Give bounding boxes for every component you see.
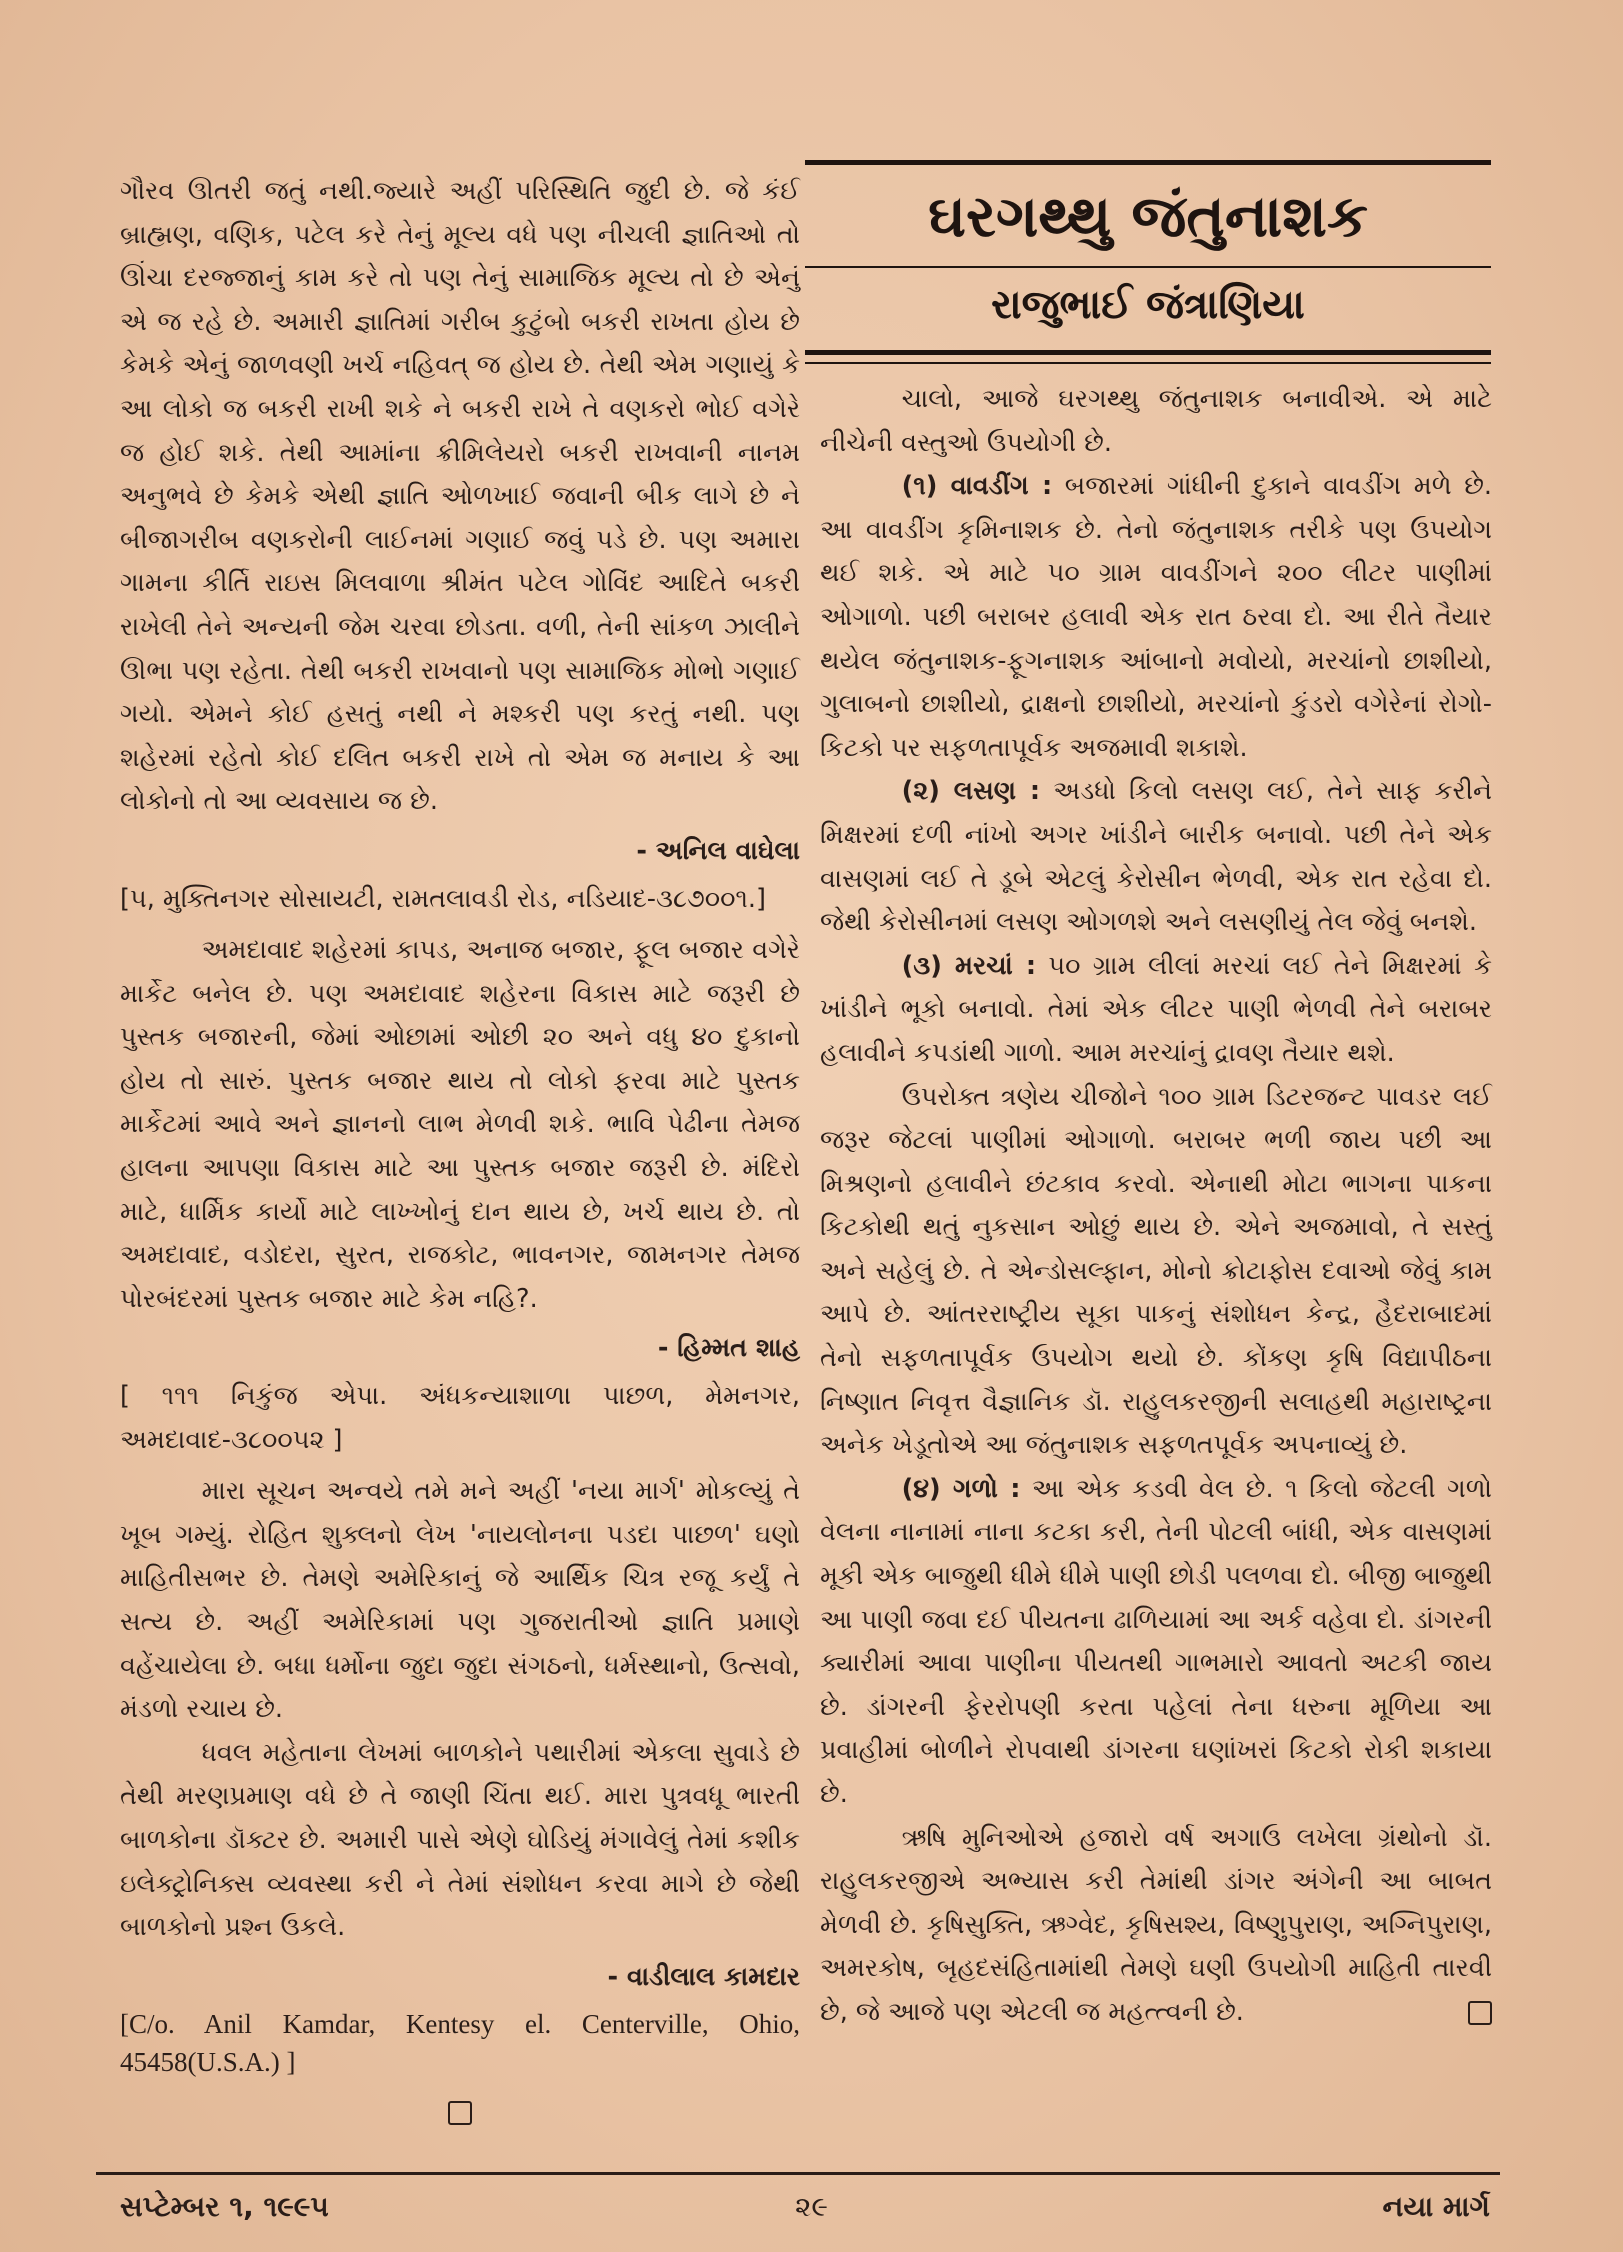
letter-paragraph: મારા સૂચન અન્વયે તમે મને અહીં 'નયા માર્ગ' મોકલ્યું તે ખૂબ ગમ્યું. રોહિત શુક્લનો લેખ 'નાયલોનના પડદા પાછળ' ઘણો માહિતીસભર છે. તેમણે અમેરિકાનું જે આર્થિક ચિત્ર રજૂ કર્યું તે સત્ય છે. અહીં અમેરિકામાં પણ ગુજરાતીઓ જ્ઞાતિ પ્રમાણે વહેંચાયેલા છે. બધા ધર્મોના જુદા જુદા સંગઠનો, ધર્મસ્થાનો, ઉત્સવો, મંડળો રચાય છે. — [120, 1476, 800, 1725]
item-text: આ એક કડવી વેલ છે. ૧ કિલો જેટલી ગળો વેલના નાનામાં નાના કટકા કરી, તેની પોટલી બાંધી, એક વાસણમાં મૂકી એક બાજુથી ધીમે ધીમે પાણી છોડી પલળવા દો. બીજી બાજુથી આ પાણી જવા દઈ પીયતના ઢાળિયામાં આ અર્ક વહેવા દો. ડાંગરની ક્યારીમાં આવા પાણીના પીયતથી ગાભમારો આવતો અટકી જાય છે. ડાંગરની ફેરરોપણી કરતા પહેલાં તેના ધરુના મૂળિયા આ પ્રવાહીમાં બોળીને રોપવાથી ડાંગરના ઘણાંખરાં કિટકો રોકી શકાયા છે. — [820, 1473, 1493, 1809]
article-closing-text: ઋષિ મુનિઓએ હજારો વર્ષ અગાઉ લખેલા ગ્રંથોનો ડૉ. રાહુલકરજીએ અભ્યાસ કરી તેમાંથી ડાંગર અંગેની આ બાબત મેળવી છે. કૃષિસુક્તિ, ઋગ્વેદ, કૃષિસશ્ય, વિષ્ણુપુરાણ, અગ્નિપુરાણ, અમરકોષ, બૃહદસંહિતામાંથી તેમણે ઘણી ઉપયોગી માહિતી તારવી છે, જે આજે પણ એટલી જ મહત્ત્વની છે. — [820, 1822, 1492, 2027]
letter-signature: - અનિલ વાઘેલા — [636, 835, 800, 866]
item-text: અડધો કિલો લસણ લઈ, તેને સાફ કરીને મિક્ષરમાં દળી નાંખો અગર ખાંડીને બારીક બનાવો. પછી તેને એક વાસણમાં લઈ તે ડૂબે એટલું કેરોસીન ભેળવી, એક રાત રહેવા દો. જેથી કેરોસીનમાં લસણ ઓગળશે અને લસણીયું તેલ જેવું બનશે. — [820, 776, 1493, 938]
letter-paragraph: ધવલ મહેતાના લેખમાં બાળકોને પથારીમાં એકલા સુવાડે છે તેથી મરણપ્રમાણ વધે છે તે જાણી ચિંતા થઈ. મારા પુત્રવધૂ ભારતી બાળકોના ડૉક્ટર છે. અમારી પાસે એણે ઘોડિયું મંગાવેલું તેમાં કશીક ઇલેક્ટ્રોનિક્સ વ્યવસ્થા કરી ને તેમાં સંશોધન કરવા માગે છે જેથી બાળકોનો પ્રશ્ન ઉકલે. — [120, 1737, 800, 1943]
title-rule-top — [805, 160, 1491, 165]
letter-address-english: [C/o. Anil Kamdar, Kentesy el. Centerville, Ohio, 45458(U.S.A.) ] — [120, 2009, 800, 2078]
end-box-icon — [1468, 2001, 1492, 2025]
article-intro: ચાલો, આજે ઘરગથ્થુ જંતુનાશક બનાવીએ. એ માટે નીચેની વસ્તુઓ ઉપયોગી છે. — [820, 384, 1492, 458]
item-heading: (૪) ગળો : — [901, 1473, 1021, 1504]
article-item — [820, 1468, 1492, 1817]
title-rule-middle — [805, 266, 1491, 268]
letter-paragraph: અમદાવાદ શહેરમાં કાપડ, અનાજ બજાર, ફૂલ બજાર વગેરે માર્કેટ બનેલ છે. પણ અમદાવાદ શહેરના વિકાસ માટે જરૂરી છે પુસ્તક બજારની, જેમાં ઓછામાં ઓછી ૨૦ અને વધુ ૪૦ દુકાનો હોય તો સારું. પુસ્તક બજાર થાય તો લોકો ફરવા માટે પુસ્તક માર્કેટમાં આવે અને જ્ઞાનનો લાભ મેળવી શકે. ભાવિ પેઢીના તેમજ હાલના આપણા વિકાસ માટે આ પુસ્તક બજાર જરૂરી છે. મંદિરો માટે, ધાર્મિક કાર્યો માટે લાખ્ખોનું દાન થાય છે, ખર્ચ થાય છે. તો અમદાવાદ, વડોદરા, સુરત, રાજકોટ, ભાવનગર, જામનગર તેમજ પોરબંદરમાં પુસ્તક બજાર માટે કેમ નહિ?. — [120, 935, 800, 1314]
letter-signature: - વાડીલાલ કામદાર — [607, 1961, 800, 1992]
letter-address: [૫, મુક્તિનગર સોસાયટી, રામતલાવડી રોડ, નડિયાદ-૩૮૭૦૦૧.] — [120, 883, 766, 914]
left-column — [120, 170, 800, 2135]
end-mark — [120, 2091, 800, 2135]
footer-rule — [96, 2172, 1500, 2175]
item-heading: (૨) લસણ : — [901, 776, 1041, 807]
article-paragraph: ઉપરોક્ત ત્રણેય ચીજોને ૧૦૦ ગ્રામ ડિટરજન્ટ પાવડર લઈ જરૂર જેટલાં પાણીમાં ઓગાળો. બરાબર ભળી જાય પછી આ મિશ્રણનો હલાવીને છંટકાવ કરવો. એનાથી મોટા ભાગના પાકના કિટકોથી થતું નુકસાન ઓછું થાય છે. એને અજમાવો, તે સસ્તું અને સહેલું છે. તે એન્ડોસલ્ફાન, મોનો ક્રોટાફોસ દવાઓ જેવું કામ આપે છે. આંતરરાષ્ટ્રીય સૂકા પાકનું સંશોધન કેન્દ્ર, હૈદરાબાદમાં તેનો સફળતાપૂર્વક ઉપયોગ થયો છે. કોંકણ કૃષિ વિદ્યાપીઠના નિષ્ણાત નિવૃત્ત વૈજ્ઞાનિક ડૉ. રાહુલકરજીની સલાહથી મહારાષ્ટ્રના અનેક ખેડૂતોએ આ જંતુનાશક સફળતપૂર્વક અપનાવ્યું છે. — [820, 1081, 1492, 1461]
letter-paragraph: ગૌરવ ઊતરી જતું નથી.જ્યારે અહીં પરિસ્થિતિ જુદી છે. જે કંઈ બ્રાહ્મણ, વણિક, પટેલ કરે તેનું મૂલ્ય વધે પણ નીચલી જ્ઞાતિઓ તો ઊંચા દરજ્જાનું કામ કરે તો પણ તેનું સામાજિક મૂલ્ય તો છે એનું એ જ રહે છે. અમારી જ્ઞાતિમાં ગરીબ કુટુંબો બકરી રાખતા હોય છે કેમકે એનું જાળવણી ખર્ચ નહિવત્ જ હોય છે. તેથી એમ ગણાયું કે આ લોકો જ બકરી રાખી શકે ને બકરી રાખે તે વણકરો ભોઈ વગેરે જ હોઈ શકે. તેથી આમાંના ક્રીમિલેયરો બકરી રાખવાની નાનમ અનુભવે છે કેમકે એથી જ્ઞાતિ ઓળખાઈ જવાની બીક લાગે છે ને બીજાગરીબ વણકરોની લાઈનમાં ગણાઈ જવું પડે છે. પણ અમારા ગામના કીર્તિ રાઇસ મિલવાળા શ્રીમંત પટેલ ગોવિંદ આદિતે બકરી રાખેલી તેને અન્યની જેમ ચરવા છોડતા. વળી, તેની સાંકળ ઝાલીને ઊભા પણ રહેતા. તેથી બકરી રાખવાનો પણ સામાજિક મોભો ગણાઈ ગયો. એમને કોઈ હસતું નથી ને મશ્કરી પણ કરતું નથી. પણ શહેરમાં રહેતો કોઈ દલિત બકરી રાખે તો એમ જ મનાય કે આ લોકોનો તો આ વ્યવસાય જ છે. — [120, 176, 800, 817]
article-title: ઘરગથ્થુ જંતુનાશક — [928, 182, 1368, 250]
article-item — [820, 770, 1492, 944]
author-rule-1 — [805, 350, 1491, 355]
end-box-icon — [448, 2101, 472, 2125]
article-author: રાજુભાઈ જંત્રાણિયા — [991, 282, 1305, 328]
letter-address: [ ૧૧૧ નિકુંજ એપા. અંધકન્યાશાળા પાછળ, મેમનગર, અમદાવાદ-૩૮૦૦૫૨ ] — [120, 1381, 800, 1455]
item-text: બજારમાં ગાંધીની દુકાને વાવડીંગ મળે છે. આ વાવડીંગ કૃમિનાશક છે. તેનો જંતુનાશક તરીકે પણ ઉપયોગ થઈ શકે. એ માટે ૫૦ ગ્રામ વાવડીંગને ૨૦૦ લીટર પાણીમાં ઓગાળો. પછી બરાબર હલાવી એક રાત ઠરવા દો. આ રીતે તૈયાર થયેલ જંતુનાશક-ફૂગનાશક આંબાનો મવોયો, મરચાંનો છાશીયો, ગુલાબનો છાશીયો, દ્રાક્ષનો છાશીયો, મરચાંનો કુંડરો વગેરેનાં રોગો-કિટકો પર સફળતાપૂર્વક અજમાવી શકાશે. — [820, 471, 1493, 763]
footer-magazine-name: નયા માર્ગ — [1382, 2190, 1490, 2223]
article-body — [820, 378, 1492, 2035]
item-heading: (૧) વાવડીંગ : — [901, 471, 1053, 502]
footer-page-number: ૨૯ — [794, 2190, 828, 2223]
letter-signature: - હિમ્મત શાહ — [657, 1333, 800, 1364]
article-paragraph — [820, 1817, 1492, 2035]
author-rule-2 — [805, 362, 1491, 364]
item-text: ૫૦ ગ્રામ લીલાં મરચાં લઈ તેને મિક્ષરમાં કે ખાંડીને ભૂકો બનાવો. તેમાં એક લીટર પાણી ભેળવી તેને બરાબર હલાવીને કપડાંથી ગાળો. આમ મરચાંનું દ્રાવણ તૈયાર થશે. — [820, 950, 1492, 1068]
article-item — [820, 465, 1492, 770]
item-heading: (૩) મરચાં : — [901, 950, 1037, 981]
article-item — [820, 945, 1492, 1076]
footer-date: સપ્ટેમ્બર ૧, ૧૯૯૫ — [120, 2190, 329, 2223]
